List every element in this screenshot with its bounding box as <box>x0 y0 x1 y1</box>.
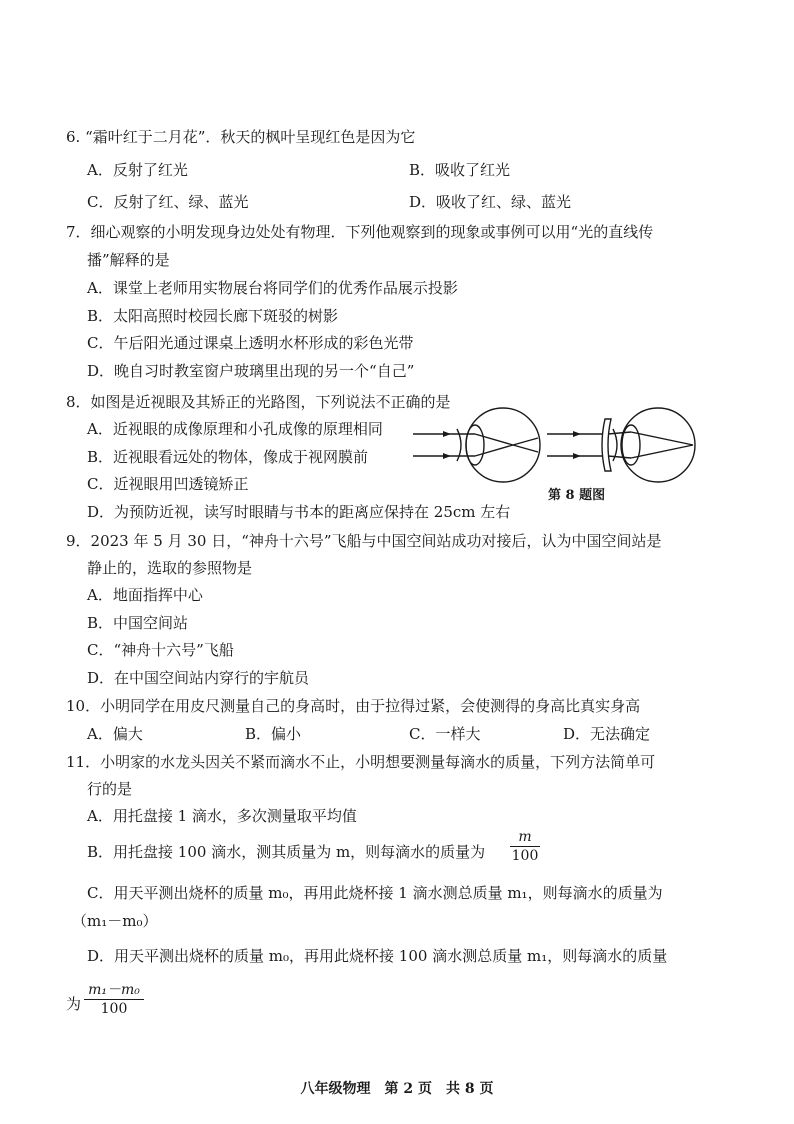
figure-caption: 第 8 题图 <box>548 488 606 503</box>
q10-option-a: A．偏大 <box>87 725 143 743</box>
q11-d-denominator: 100 <box>100 1001 128 1017</box>
page-footer: 八年级物理 第 2 页 共 8 页 <box>300 1081 494 1097</box>
arrow-icon <box>443 431 451 459</box>
q11-option-d: D．用天平测出烧杯的质量 m₀，再用此烧杯接 100 滴水测总质量 m₁，则每滴水的质量 <box>87 947 668 965</box>
q6-option-b: B．吸收了红光 <box>409 161 511 179</box>
q9-option-d: D．在中国空间站内穿行的宇航员 <box>87 669 310 687</box>
q10-stem: 10．小明同学在用皮尺测量自己的身高时，由于拉得过紧，会使测得的身高比真实身高 <box>66 697 641 715</box>
q11-option-c-result: （m₁－m₀） <box>72 912 158 930</box>
q11-d-numerator: m₁－m₀ <box>88 982 140 998</box>
q7-option-c: C．午后阳光通过课桌上透明水杯形成的彩色光带 <box>87 334 414 352</box>
concave-lens <box>602 419 611 471</box>
q10-option-c: C．一样大 <box>409 725 481 743</box>
q6-option-c: C．反射了红、绿、蓝光 <box>87 193 249 211</box>
q8-stem: 8．如图是近视眼及其矫正的光路图，下列说法不正确的是 <box>66 393 451 411</box>
q9-option-a: A．地面指挥中心 <box>87 586 203 604</box>
q6-stem: 6. “霜叶红于二月花”．秋天的枫叶呈现红色是因为它 <box>66 128 416 146</box>
arrow-icon <box>573 431 581 459</box>
corrected-eye-figure <box>547 408 695 482</box>
q10-option-b: B．偏小 <box>245 725 302 743</box>
q7-option-d: D．晚自习时教室窗户玻璃里出现的另一个“自己” <box>87 362 415 380</box>
q7-stem-line1: 7．细心观察的小明发现身边处处有物理．下列他观察到的现象或事例可以用“光的直线传 <box>66 223 654 241</box>
q9-option-c: C．“神舟十六号”飞船 <box>87 641 234 659</box>
q8-option-b: B．近视眼看远处的物体，像成于视网膜前 <box>87 448 369 466</box>
fraction-bar <box>510 846 540 847</box>
q6-option-a: A．反射了红光 <box>87 161 188 179</box>
q9-option-b: B．中国空间站 <box>87 614 189 632</box>
q11-b-numerator: m <box>518 829 532 845</box>
q7-option-a: A．课堂上老师用实物展台将同学们的优秀作品展示投影 <box>87 279 458 297</box>
q7-option-b: B．太阳高照时校园长廊下斑驳的树影 <box>87 307 339 325</box>
q11-option-a: A．用托盘接 1 滴水，多次测量取平均值 <box>87 807 357 825</box>
q11-stem-line2: 行的是 <box>87 780 133 798</box>
q8-option-d: D．为预防近视，读写时眼睛与书本的距离应保持在 25cm 左右 <box>87 503 511 521</box>
q11-b-denominator: 100 <box>511 848 539 864</box>
q10-option-d: D．无法确定 <box>563 725 651 743</box>
q11-stem-line1: 11．小明家的水龙头因关不紧而滴水不止，小明想要测量每滴水的质量，下列方法简单可 <box>66 753 656 771</box>
q9-stem-line1: 9．2023 年 5 月 30 日，“神舟十六号”飞船与中国空间站成功对接后，认为中国空间站是 <box>66 532 662 550</box>
myopia-diagram <box>405 405 715 485</box>
q9-stem-line2: 静止的，选取的参照物是 <box>87 559 253 577</box>
q8-option-c: C．近视眼用凹透镜矫正 <box>87 475 249 493</box>
fraction-bar <box>84 999 144 1000</box>
q11-option-c: C．用天平测出烧杯的质量 m₀，再用此烧杯接 1 滴水测总质量 m₁，则每滴水的质量为 <box>87 884 663 902</box>
q11-option-b: B．用托盘接 100 滴水，测其质量为 m，则每滴水的质量为 <box>87 843 486 861</box>
q11-d-prefix: 为 <box>66 995 82 1013</box>
q11-d-fraction <box>84 982 144 1017</box>
q7-stem-line2: 播”解释的是 <box>87 251 170 269</box>
myopic-eye-figure <box>413 408 540 482</box>
q8-option-a: A．近视眼的成像原理和小孔成像的原理相同 <box>87 420 383 438</box>
q11-b-fraction <box>510 829 540 864</box>
q6-option-d: D．吸收了红、绿、蓝光 <box>409 193 572 211</box>
